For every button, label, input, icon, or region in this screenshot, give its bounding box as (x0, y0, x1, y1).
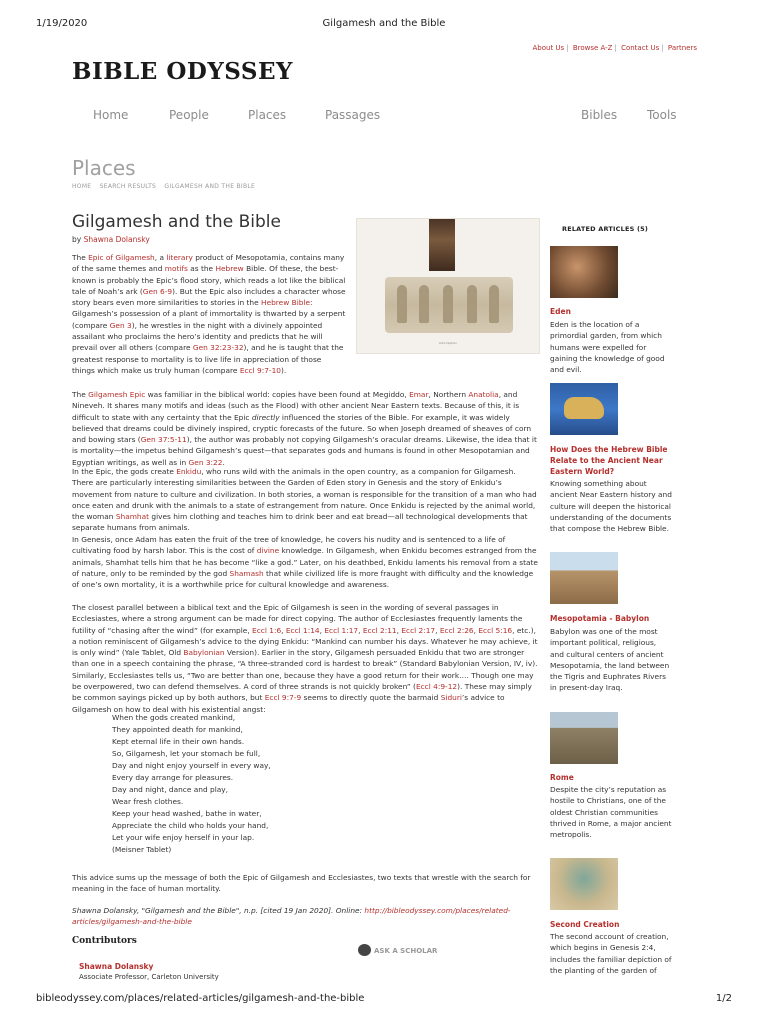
print-footer (36, 993, 732, 1007)
poem-line: Day and night, dance and play, (112, 785, 229, 794)
article-paragraph-2: The Gilgamesh Epic was familiar in the biblical world: copies have been found at Megiddo, Emar, Northern Anatolia, and Nineveh. It shares many motifs and ideas (such as the Flood) with other ancient Near Eastern texts. Because of this, it is difficult to state with any certainty that the Epic directly influenced the stories of the Bible. For example, it was widely believed that dreams could be divinely inspired, cryptic forecasts of the future. So when Joseph dreamed of sheaves of corn and bowing stars (Gen 37:5-11), the author was probably not copying Gilgamesh’s oracular dreams. Likewise, the idea that it is mortality—the impetus behind Gilgamesh’s quest—that separates gods and humans is found in other Mesopotamian and Egyptian writings, as well as in Gen 3:22. (72, 390, 537, 467)
contributors-heading: Contributors (72, 936, 137, 946)
inline-link[interactable]: Eccl 5:16 (478, 625, 513, 635)
ask-a-scholar-button[interactable] (358, 945, 437, 957)
inline-link[interactable]: Eccl 4:9-12 (415, 682, 458, 692)
citation-text: Shawna Dolansky, "Gilgamesh and the Bible", n.p. [cited 19 Jan 2020]. Online: (72, 906, 365, 915)
poem-line: Kept eternal life in their own hands. (112, 737, 245, 746)
site-logo[interactable]: BIBLE ODYSSEY (72, 58, 293, 85)
inline-link[interactable]: motifs (164, 264, 188, 274)
poem-line: Wear fresh clothes. (112, 797, 184, 806)
inline-link[interactable]: literary (166, 253, 193, 262)
poem-line: Let your wife enjoy herself in your lap. (112, 833, 255, 842)
nav-passages[interactable]: Passages (325, 108, 381, 122)
print-date: 1/19/2020 (36, 18, 88, 29)
poem-source: (Meisner Tablet) (112, 845, 172, 854)
inline-link[interactable]: Eccl 2:26 (439, 625, 474, 635)
inline-link[interactable]: divine (256, 546, 280, 556)
inline-link[interactable]: Epic of Gilgamesh (88, 253, 155, 262)
poem-line: Every day arrange for pleasures. (112, 773, 234, 782)
cylinder-seal-image (385, 277, 513, 333)
util-link-about[interactable]: About Us (532, 44, 565, 52)
contributor-name[interactable]: Shawna Dolansky (79, 962, 154, 971)
inline-link[interactable]: Gen 37:5-11 (140, 435, 187, 445)
article-paragraph-6: This advice sums up the message of both the Epic of Gilgamesh and Ecclesiastes, two texts that wrestle with the search for meaning in the face of human mortality. (72, 873, 531, 894)
inline-link[interactable]: Gen 3 (109, 320, 132, 330)
poem-line: They appointed death for mankind, (112, 725, 243, 734)
print-title: Gilgamesh and the Bible (322, 18, 446, 29)
inline-link[interactable]: Eccl 9:7-10 (239, 365, 281, 375)
print-header (36, 18, 732, 32)
inline-link[interactable]: Anatolia (468, 390, 499, 399)
breadcrumb-search-results[interactable]: SEARCH RESULTS (99, 183, 157, 190)
print-url: bibleodyssey.com/places/related-articles/gilgamesh-and-the-bible (36, 993, 365, 1004)
inline-link[interactable]: Eccl 2:11 (362, 625, 397, 635)
citation-link[interactable]: http://bibleodyssey.com/places/related-articles/gilgamesh-and-the-bible (72, 906, 511, 927)
poem-line: Keep your head washed, bathe in water, (112, 809, 262, 818)
ask-a-scholar-label: ASK A SCHOLAR (374, 947, 438, 955)
related-eden-title[interactable]: Eden (550, 307, 571, 316)
inline-link[interactable]: Babylonian (183, 648, 225, 658)
inline-link[interactable]: Gen 3:22 (188, 457, 223, 467)
related-rome-desc: Despite the city’s reputation as hostile to Christians, one of the oldest Christian communities thrived in Rome, a major ancient metropolis. (550, 785, 672, 840)
byline-prefix: by (72, 235, 82, 244)
poem-line: So, Gilgamesh, let your stomach be full, (112, 749, 261, 758)
breadcrumb (72, 183, 261, 190)
main-nav (72, 108, 702, 124)
nav-people[interactable]: People (169, 108, 209, 122)
inline-link[interactable]: Eccl 2:17 (401, 625, 436, 635)
poem-line: When the gods created mankind, (112, 713, 236, 722)
related-ane-desc: Knowing something about ancient Near Eastern history and culture will deepen the historical understanding of the documents that compose the Hebrew Bible. (550, 479, 672, 534)
inline-link[interactable]: Gilgamesh Epic (88, 390, 146, 399)
poem-quote (112, 712, 271, 856)
related-articles-heading: RELATED ARTICLES (5) (562, 225, 649, 233)
inline-link[interactable]: Gen 32:23-32 (192, 343, 244, 353)
section-title: Places (72, 156, 136, 180)
inline-link[interactable]: Hebrew (215, 264, 244, 274)
breadcrumb-current: GILGAMESH AND THE BIBLE (164, 183, 256, 190)
related-eden-image[interactable] (550, 246, 618, 298)
citation (72, 905, 538, 928)
image-caption: Add Caption (438, 341, 458, 345)
inline-link[interactable]: Siduri (440, 693, 462, 703)
related-eden-desc: Eden is the location of a primordial garden, from which humans were expelled for gaining the knowledge of good and evil. (550, 320, 665, 375)
inline-link[interactable]: Eccl 9:7-9 (264, 693, 302, 703)
statue-image (429, 219, 455, 271)
speech-bubble-icon (358, 944, 371, 956)
related-creation-desc: The second account of creation, which begins in Genesis 2:4, includes the familiar depiction of the planting of the garden of (550, 932, 672, 975)
inline-link[interactable]: Enkidu (176, 467, 202, 476)
article-hero-image (356, 218, 540, 354)
inline-link[interactable]: Shamhat (115, 512, 150, 522)
contributor-role: Associate Professor, Carleton University (79, 973, 219, 981)
related-rome-image[interactable] (550, 712, 618, 764)
util-link-browse[interactable]: Browse A-Z (572, 44, 613, 52)
related-ane-title[interactable]: How Does the Hebrew Bible Relate to the Ancient Near Eastern World? (550, 445, 668, 476)
inline-link[interactable]: Gen 6-9 (142, 286, 173, 296)
util-link-contact[interactable]: Contact Us (621, 44, 660, 52)
poem-line: Appreciate the child who holds your hand, (112, 821, 269, 830)
inline-link[interactable]: Hebrew Bible (261, 298, 311, 308)
article-paragraph-5: The closest parallel between a biblical text and the Epic of Gilgamesh is seen in the wording of several passages in Ecclesiastes, where a strong argument can be made for direct copying. The author of Ecclesiastes frequently laments the futility of “chasing after the wind” (for example, Eccl 1:6, Eccl 1:14, Eccl 1:17, Eccl 2:11, Eccl 2:17, Eccl 2:26, Eccl 5:16, etc.), a notion reminiscent of Gilgamesh’s advice to the dying Enkidu: “Mankind can number his days. Whatever he may achieve, it is only wind” (Yale Tablet, Old Babylonian Version). Earlier in the story, Gilgamesh persuaded Enkidu that two are stronger than one in a speech containing the phrase, “A three-stranded cord is hardest to break” (Standard Babylonian Version, IV, iv). Similarly, Ecclesiastes tells us, “Two are better than one, because they have a good return for their work…. Though one may be overpowered, two can defend themselves. A cord of three strands is not quickly broken” (Eccl 4:9-12). These may simply be common sayings picked up by both authors, but Eccl 9:7-9 seems to directly quote the barmaid Siduri’s advice to Gilgamesh on how to deal with his existential angst: (72, 603, 538, 714)
article-paragraph-3: In the Epic, the gods create Enkidu, who runs wild with the animals in the open country, as a companion for Gilgamesh. There are particularly interesting similarities between the Garden of Eden story in Genesis and the story of Enkidu’s movement from nature to culture and civilization. In both stories, a woman is responsible for the transition of a man who had once eaten and drunk with the animals to a state of estrangement from nature. Once Enkidu is rejected by the animal world, the woman Shamhat gives him clothing and teaches him to drink beer and eat bread—all technological developments that separate humans from animals. (72, 467, 537, 533)
related-rome-title[interactable]: Rome (550, 773, 574, 782)
inline-link[interactable]: Eccl 1:17 (324, 625, 359, 635)
related-creation-title[interactable]: Second Creation (550, 920, 620, 929)
nav-home[interactable]: Home (93, 108, 129, 122)
byline (72, 235, 150, 244)
article-paragraph-4: In Genesis, once Adam has eaten the fruit of the tree of knowledge, he covers his nudity and is sentenced to a life of cultivating food by harsh labor. This is the cost of divine knowledge. In Gilgamesh, when Enkidu becomes estranged from the animals, Shamhat tells him that he has become “like a god.” Later, on his deathbed, Enkidu laments his removal from a state of nature, only to be reminded by the god Shamash that while civilized life is more fraught with difficulty and the knowledge of one’s own mortality, it is a worthwhile price for cultural knowledge and awareness. (72, 535, 538, 590)
inline-link[interactable]: Eccl 1:6 (252, 625, 282, 635)
author-link[interactable]: Shawna Dolansky (83, 235, 150, 244)
related-creation-image[interactable] (550, 858, 618, 910)
utility-nav: About Us | Browse A-Z | Contact Us | Partners (532, 44, 697, 52)
nav-places[interactable]: Places (248, 108, 287, 122)
emphasis: directly (251, 412, 280, 422)
nav-bibles[interactable]: Bibles (581, 108, 618, 122)
breadcrumb-home[interactable]: HOME (72, 183, 92, 190)
print-page-number: 1/2 (715, 993, 732, 1004)
nav-tools[interactable]: Tools (647, 108, 677, 122)
related-babylon-title[interactable]: Mesopotamia - Babylon (550, 614, 650, 623)
inline-link[interactable]: Shamash (229, 568, 264, 578)
inline-link[interactable]: Eccl 1:14 (285, 625, 320, 635)
inline-link[interactable]: Emar (409, 390, 429, 399)
related-babylon-image[interactable] (550, 552, 618, 604)
article-paragraph-1: The Epic of Gilgamesh, a literary product of Mesopotamia, contains many of the same themes and motifs as the Hebrew Bible. Of these, the best-known is probably the Epic’s flood story, which reads a lot like the biblical tale of Noah’s ark (Gen 6-9). But the Epic also includes a character whose story bears even more similarities to stories in the Hebrew Bible: Gilgamesh’s possession of a plant of immortality is thwarted by a serpent (compare Gen 3), he wrestles in the night with a divinely appointed assailant who proclaims the hero’s identity and predicts that he will prevail over all others (compare Gen 32:23-32), and he is taught that the greatest response to mortality is to live life in appreciation of those things which make us truly human (compare Eccl 9:7-10). (72, 253, 346, 375)
article-title: Gilgamesh and the Bible (72, 212, 281, 232)
util-link-partners[interactable]: Partners (667, 44, 697, 52)
related-babylon-desc: Babylon was one of the most important political, religious, and cultural centers of ancient Mesopotamia, the land between the Tigris and Euphrates Rivers in present-day Iraq. (550, 627, 670, 693)
poem-line: Day and night enjoy yourself in every way, (112, 761, 271, 770)
related-ane-image[interactable] (550, 383, 618, 435)
